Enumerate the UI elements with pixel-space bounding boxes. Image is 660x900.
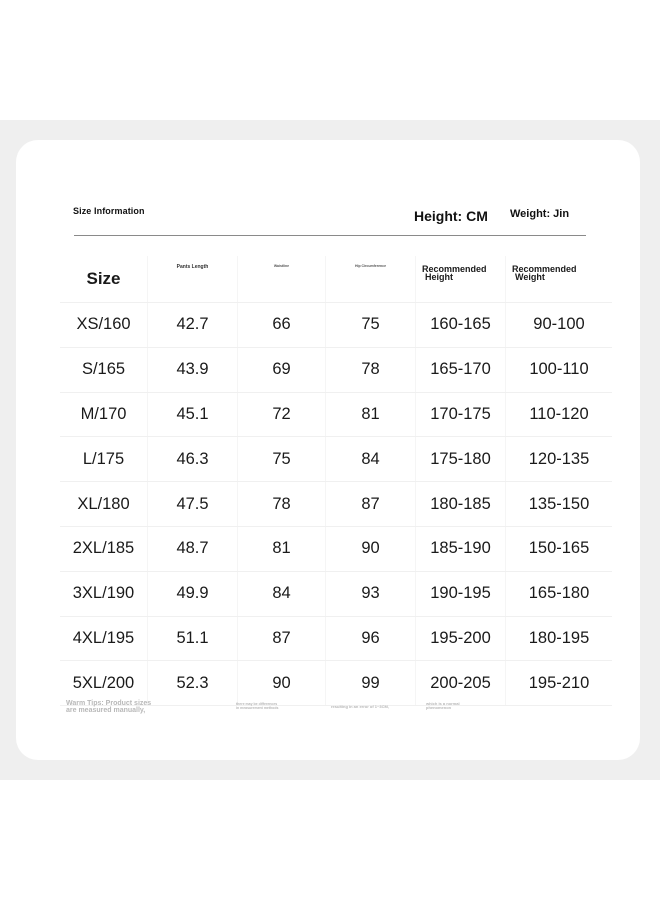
tip-line: in measurement methods [236,706,279,710]
cell-waist: 66 [238,303,326,347]
cell-waist: 72 [238,393,326,437]
table-row [60,482,612,527]
cell-rec-weight: 120-135 [528,449,590,468]
cell-rec-height: 190-195 [416,572,506,616]
cell-rec-weight: 100-110 [529,360,589,379]
header-hip: Hip Circumference [326,256,416,302]
cell-waist: 75 [238,437,326,481]
cell-hip: 93 [326,572,416,616]
cell-hip: 87 [326,482,416,526]
cell-size: XL/180 [60,482,148,526]
header-recommended-weight [506,256,612,302]
tip-line: there may be differences [236,702,278,706]
table-row [60,348,612,393]
header-divider [74,235,586,236]
table-row [60,527,612,572]
cell-size: S/165 [60,348,148,392]
cell-rec-height: 180-185 [416,482,506,526]
cell-rec-weight: 180-195 [528,628,590,647]
tip-method-differences [236,702,278,710]
cell-rec-weight: 150-165 [528,539,590,558]
cell-rec-weight: 110-120 [529,404,589,423]
size-information-title: Size Information [73,206,145,216]
tip-error-range: resulting in an error of 1~3CM, [331,704,389,709]
cell-waist: 87 [238,617,326,661]
header-pants-length: Pants Length [148,256,238,302]
header-size: Size [60,256,148,302]
header-rec-weight-line2: Weight [515,272,545,282]
table-row [60,617,612,662]
header-rec-weight-line1: Recommended [512,264,577,274]
cell-pants-length: 46.3 [148,437,238,481]
cell-waist: 78 [238,482,326,526]
tip-line: Warm Tips: Product sizes [66,700,152,707]
cell-size: M/170 [60,393,148,437]
cell-rec-height: 170-175 [416,393,506,437]
cell-pants-length: 49.9 [148,572,238,616]
tip-line: are measured manually, [66,707,146,714]
size-chart-card [16,140,640,760]
cell-pants-length: 43.9 [148,348,238,392]
cell-pants-length: 47.5 [148,482,238,526]
cell-waist: 84 [238,572,326,616]
cell-size: 3XL/190 [60,572,148,616]
header-rec-height-line2: Height [425,272,453,282]
cell-size: 5XL/200 [60,661,148,705]
cell-pants-length: 48.7 [148,527,238,571]
table-row [60,303,612,348]
header-rec-height-line1: Recommended [422,264,487,274]
cell-pants-length: 51.1 [148,617,238,661]
table-row [60,393,612,438]
cell-pants-length: 42.7 [148,303,238,347]
cell-hip: 75 [326,303,416,347]
height-unit-label: Height: CM [414,208,488,224]
cell-rec-height: 195-200 [416,617,506,661]
cell-size: XS/160 [60,303,148,347]
cell-rec-height: 165-170 [416,348,506,392]
cell-rec-weight: 195-210 [528,673,590,692]
tip-line: phenomenon [426,705,452,710]
tip-manual-measure [66,700,151,714]
cell-rec-weight: 90-100 [533,315,585,334]
header-recommended-height [416,256,506,302]
cell-hip: 84 [326,437,416,481]
cell-rec-weight: 135-150 [528,494,590,513]
cell-waist: 90 [238,661,326,705]
cell-rec-height: 185-190 [416,527,506,571]
header-waist: Waistline [238,256,326,302]
cell-waist: 69 [238,348,326,392]
warm-tips [66,700,586,720]
table-row [60,437,612,482]
cell-hip: 96 [326,617,416,661]
cell-rec-height: 175-180 [416,437,506,481]
weight-unit-label: Weight: Jin [510,208,570,220]
table-header-row [60,256,612,303]
cell-pants-length: 45.1 [148,393,238,437]
tip-normal-phenomenon [426,702,460,710]
cell-hip: 81 [326,393,416,437]
cell-hip: 99 [326,661,416,705]
cell-waist: 81 [238,527,326,571]
cell-size: L/175 [60,437,148,481]
cell-rec-height: 160-165 [416,303,506,347]
cell-size: 4XL/195 [60,617,148,661]
cell-hip: 90 [326,527,416,571]
cell-rec-weight: 165-180 [528,584,590,603]
cell-size: 2XL/185 [60,527,148,571]
cell-hip: 78 [326,348,416,392]
size-table [60,256,612,706]
tip-line: which is a normal [426,701,460,706]
table-row [60,572,612,617]
cell-pants-length: 52.3 [148,661,238,705]
cell-rec-height: 200-205 [416,661,506,705]
